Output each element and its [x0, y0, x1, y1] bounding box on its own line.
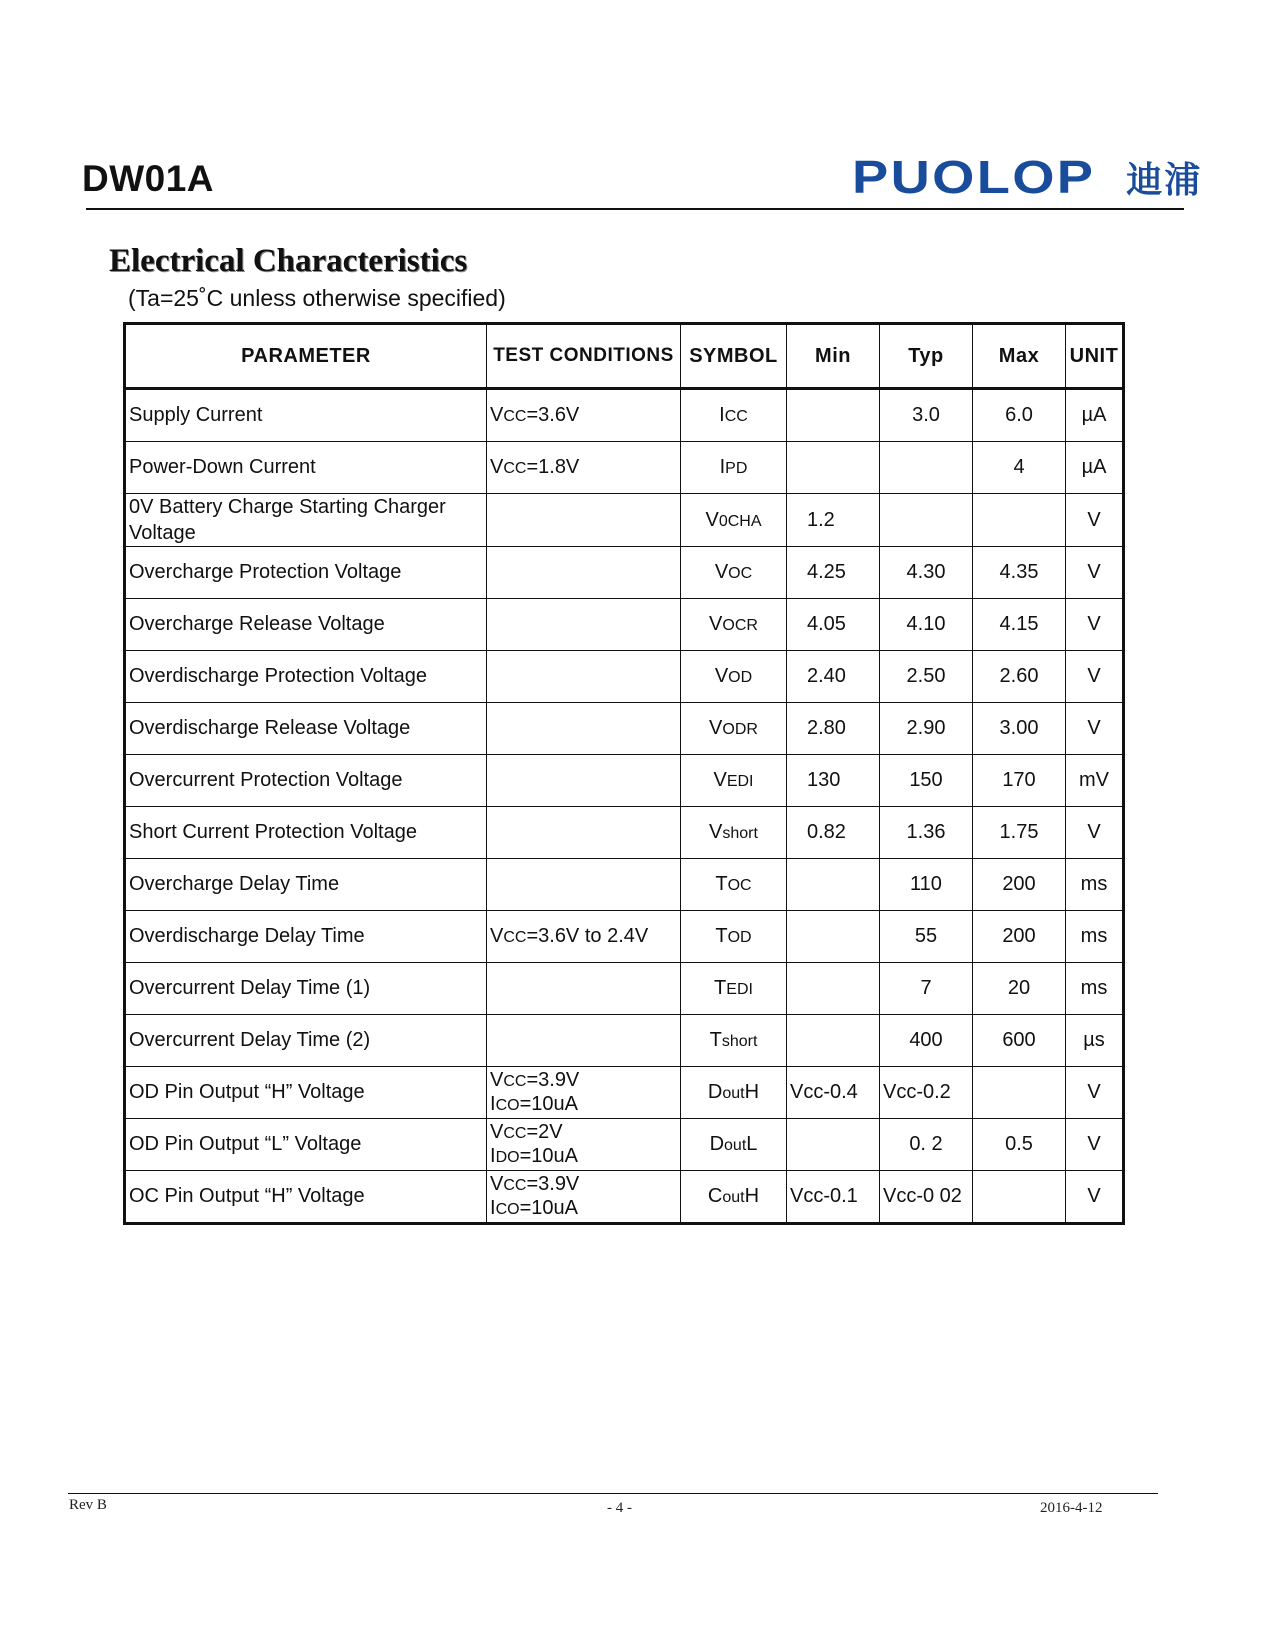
symbol-subscript: OCR — [722, 617, 758, 634]
test-conditions-cell — [487, 651, 681, 703]
table-row — [125, 703, 1124, 755]
parameter-cell: OD Pin Output “L” Voltage — [125, 1119, 487, 1171]
symbol-cell — [681, 1119, 787, 1171]
symbol-subscript: short — [721, 1033, 758, 1050]
typ-cell: 2.50 — [880, 651, 973, 703]
parameter-cell: OC Pin Output “H” Voltage — [125, 1171, 487, 1224]
max-cell: 4.35 — [973, 547, 1066, 599]
condition-value: =3.6V to 2.4V — [526, 924, 649, 947]
symbol-suffix: H — [744, 1185, 760, 1207]
symbol-subscript: out — [722, 1085, 745, 1102]
table-row — [125, 389, 1124, 442]
condition-value: =2V — [526, 1120, 563, 1143]
symbol-subscript: PD — [725, 460, 748, 477]
condition-line — [490, 925, 677, 949]
typ-cell: 0. 2 — [880, 1119, 973, 1171]
symbol-subscript: EDI — [726, 981, 753, 998]
condition-main: I — [490, 1092, 496, 1115]
min-cell: 4.25 — [787, 547, 880, 599]
typ-cell: 55 — [880, 911, 973, 963]
test-conditions-cell — [487, 547, 681, 599]
test-conditions-cell — [487, 859, 681, 911]
condition-subscript: CO — [495, 1200, 520, 1218]
max-cell: 0.5 — [973, 1119, 1066, 1171]
header-unit: UNIT — [1066, 324, 1124, 389]
max-cell — [973, 1171, 1066, 1224]
unit-cell: ms — [1066, 911, 1124, 963]
condition-main: V — [490, 924, 504, 947]
condition-line — [490, 1173, 677, 1197]
part-number-title: DW01A — [82, 158, 215, 199]
symbol-main: V — [709, 613, 723, 635]
typ-cell: 400 — [880, 1015, 973, 1067]
symbol-cell — [681, 755, 787, 807]
symbol-subscript: out — [724, 1137, 747, 1154]
typ-cell: 2.90 — [880, 703, 973, 755]
table-row — [125, 1171, 1124, 1224]
symbol-subscript: EDI — [726, 773, 754, 790]
test-conditions-cell — [487, 599, 681, 651]
symbol-main: V — [709, 717, 723, 739]
test-conditions-cell — [487, 1067, 681, 1119]
min-cell: 2.80 — [787, 703, 880, 755]
symbol-main: V — [705, 508, 719, 531]
min-cell — [787, 389, 880, 442]
min-cell — [787, 1119, 880, 1171]
symbol-main: C — [707, 1185, 723, 1207]
test-conditions-cell — [487, 1119, 681, 1171]
footer-page-number: - 4 - — [607, 1500, 632, 1516]
table-row — [125, 755, 1124, 807]
table-header-row — [125, 324, 1124, 389]
condition-value: =10uA — [519, 1144, 578, 1167]
parameter-cell: Overcharge Release Voltage — [125, 599, 487, 651]
parameter-cell: Overdischarge Delay Time — [125, 911, 487, 963]
condition-line — [490, 1069, 677, 1093]
max-cell — [973, 494, 1066, 547]
unit-cell: V — [1066, 651, 1124, 703]
max-cell — [973, 1067, 1066, 1119]
parameter-cell: Overcurrent Protection Voltage — [125, 755, 487, 807]
table-row — [125, 442, 1124, 494]
parameter-cell: 0V Battery Charge Starting Charger Voltage — [125, 494, 487, 547]
symbol-subscript: ODR — [722, 721, 758, 738]
max-cell: 200 — [973, 859, 1066, 911]
symbol-subscript: out — [722, 1189, 745, 1206]
unit-cell: V — [1066, 1171, 1124, 1224]
symbol-main: T — [715, 925, 728, 947]
table-row — [125, 1067, 1124, 1119]
section-subtitle: (Ta=25˚C unless otherwise specified) — [128, 285, 506, 311]
condition-line — [490, 1093, 677, 1117]
parameter-cell: Overcharge Protection Voltage — [125, 547, 487, 599]
min-cell: 4.05 — [787, 599, 880, 651]
symbol-cell — [681, 651, 787, 703]
electrical-characteristics-table — [123, 322, 1125, 1225]
unit-cell: V — [1066, 807, 1124, 859]
logo-cjk-text: 迪浦 — [1126, 159, 1203, 201]
unit-cell: µA — [1066, 389, 1124, 442]
test-conditions-cell — [487, 703, 681, 755]
symbol-cell — [681, 442, 787, 494]
condition-main: I — [490, 1196, 496, 1219]
unit-cell: ms — [1066, 859, 1124, 911]
symbol-cell — [681, 911, 787, 963]
symbol-main: D — [707, 1081, 723, 1103]
typ-cell: 110 — [880, 859, 973, 911]
condition-subscript: CC — [503, 407, 527, 425]
unit-cell: µA — [1066, 442, 1124, 494]
symbol-cell — [681, 1067, 787, 1119]
condition-main: V — [490, 1120, 504, 1143]
parameter-cell: Power-Down Current — [125, 442, 487, 494]
condition-main: V — [490, 403, 504, 426]
parameter-cell: Supply Current — [125, 389, 487, 442]
logo-text: PUOLOP — [852, 151, 1096, 203]
condition-line — [490, 1197, 677, 1221]
condition-subscript: CO — [495, 1096, 520, 1114]
unit-cell: µs — [1066, 1015, 1124, 1067]
table-row — [125, 599, 1124, 651]
condition-subscript: CC — [503, 928, 527, 946]
condition-value: =3.9V — [526, 1172, 580, 1195]
header-parameter: PARAMETER — [125, 324, 487, 389]
symbol-subscript: OD — [728, 669, 753, 686]
unit-cell: V — [1066, 1067, 1124, 1119]
symbol-cell — [681, 807, 787, 859]
symbol-subscript: OC — [727, 877, 752, 894]
condition-subscript: CC — [503, 1176, 527, 1194]
table-row — [125, 1015, 1124, 1067]
table-row — [125, 547, 1124, 599]
symbol-suffix: L — [746, 1133, 758, 1155]
symbol-main: D — [709, 1133, 725, 1155]
min-cell — [787, 1015, 880, 1067]
table-row — [125, 1119, 1124, 1171]
condition-line — [490, 404, 677, 428]
test-conditions-cell — [487, 963, 681, 1015]
min-cell: Vcc-0.4 — [787, 1067, 880, 1119]
typ-cell: 4.30 — [880, 547, 973, 599]
unit-cell: V — [1066, 494, 1124, 547]
symbol-cell — [681, 1015, 787, 1067]
symbol-main: I — [719, 456, 726, 478]
symbol-main: T — [709, 1029, 722, 1051]
symbol-main: I — [719, 404, 725, 426]
parameter-cell: Overdischarge Protection Voltage — [125, 651, 487, 703]
symbol-main: V — [714, 561, 729, 583]
symbol-main: T — [714, 977, 727, 999]
section-title: Electrical Characteristics — [109, 243, 468, 279]
parameter-cell: Overcurrent Delay Time (1) — [125, 963, 487, 1015]
min-cell: Vcc-0.1 — [787, 1171, 880, 1224]
condition-subscript: CC — [503, 459, 527, 477]
parameter-cell: Overcurrent Delay Time (2) — [125, 1015, 487, 1067]
symbol-suffix: H — [744, 1081, 760, 1103]
condition-value: =3.9V — [526, 1068, 580, 1091]
test-conditions-cell — [487, 442, 681, 494]
condition-value: =10uA — [519, 1196, 578, 1219]
header-symbol: SYMBOL — [681, 324, 787, 389]
condition-line — [490, 1145, 677, 1169]
symbol-main: T — [715, 873, 728, 895]
max-cell: 1.75 — [973, 807, 1066, 859]
symbol-cell — [681, 1171, 787, 1224]
min-cell: 1.2 — [787, 494, 880, 547]
symbol-subscript: 0CHA — [718, 512, 762, 530]
min-cell — [787, 963, 880, 1015]
typ-cell: 7 — [880, 963, 973, 1015]
condition-main: V — [490, 1068, 504, 1091]
unit-cell: V — [1066, 1119, 1124, 1171]
unit-cell: V — [1066, 703, 1124, 755]
max-cell: 600 — [973, 1015, 1066, 1067]
unit-cell: V — [1066, 547, 1124, 599]
symbol-main: V — [713, 769, 727, 791]
condition-value: =10uA — [519, 1092, 578, 1115]
min-cell — [787, 442, 880, 494]
typ-cell: 150 — [880, 755, 973, 807]
typ-cell: 1.36 — [880, 807, 973, 859]
header-divider — [86, 208, 1184, 210]
header-test-conditions: TEST CONDITIONS — [487, 324, 681, 389]
symbol-subscript: OC — [728, 565, 753, 582]
symbol-main: V — [714, 665, 729, 687]
footer-date: 2016-4-12 — [1040, 1500, 1103, 1516]
max-cell: 4 — [973, 442, 1066, 494]
typ-cell: Vcc-0 02 — [880, 1171, 973, 1224]
typ-cell — [880, 442, 973, 494]
table-body — [125, 389, 1124, 1224]
test-conditions-cell — [487, 911, 681, 963]
symbol-main: V — [709, 821, 723, 843]
condition-value: =3.6V — [526, 403, 580, 426]
symbol-cell — [681, 389, 787, 442]
condition-line — [490, 456, 677, 480]
test-conditions-cell — [487, 389, 681, 442]
symbol-subscript: OD — [727, 929, 752, 946]
condition-subscript: DO — [495, 1148, 520, 1166]
unit-cell: V — [1066, 599, 1124, 651]
parameter-cell: Overcharge Delay Time — [125, 859, 487, 911]
parameter-cell: Overdischarge Release Voltage — [125, 703, 487, 755]
table-row — [125, 859, 1124, 911]
condition-main: V — [490, 455, 504, 478]
min-cell: 2.40 — [787, 651, 880, 703]
table-row — [125, 807, 1124, 859]
symbol-cell — [681, 599, 787, 651]
table-row — [125, 651, 1124, 703]
condition-subscript: CC — [503, 1124, 527, 1142]
test-conditions-cell — [487, 755, 681, 807]
typ-cell: 3.0 — [880, 389, 973, 442]
max-cell: 20 — [973, 963, 1066, 1015]
unit-cell: ms — [1066, 963, 1124, 1015]
table-row — [125, 911, 1124, 963]
header-min: Min — [787, 324, 880, 389]
test-conditions-cell — [487, 1015, 681, 1067]
max-cell: 3.00 — [973, 703, 1066, 755]
test-conditions-cell — [487, 1171, 681, 1224]
min-cell — [787, 859, 880, 911]
symbol-subscript: CC — [724, 408, 748, 425]
symbol-cell — [681, 494, 787, 547]
condition-main: I — [490, 1144, 496, 1167]
header-typ: Typ — [880, 324, 973, 389]
symbol-cell — [681, 859, 787, 911]
max-cell: 200 — [973, 911, 1066, 963]
max-cell: 2.60 — [973, 651, 1066, 703]
symbol-subscript: short — [722, 825, 758, 842]
parameter-cell: Short Current Protection Voltage — [125, 807, 487, 859]
max-cell: 4.15 — [973, 599, 1066, 651]
condition-value: =1.8V — [526, 455, 580, 478]
condition-subscript: CC — [503, 1072, 527, 1090]
max-cell: 6.0 — [973, 389, 1066, 442]
max-cell: 170 — [973, 755, 1066, 807]
min-cell: 130 — [787, 755, 880, 807]
typ-cell: 4.10 — [880, 599, 973, 651]
test-conditions-cell — [487, 494, 681, 547]
test-conditions-cell — [487, 807, 681, 859]
typ-cell: Vcc-0.2 — [880, 1067, 973, 1119]
symbol-cell — [681, 547, 787, 599]
puolop-logo — [852, 150, 1202, 204]
symbol-cell — [681, 963, 787, 1015]
parameter-cell: OD Pin Output “H” Voltage — [125, 1067, 487, 1119]
footer-revision: Rev B — [69, 1497, 107, 1513]
symbol-cell — [681, 703, 787, 755]
typ-cell — [880, 494, 973, 547]
header-max: Max — [973, 324, 1066, 389]
footer-divider — [68, 1493, 1158, 1494]
condition-line — [490, 1121, 677, 1145]
table-row — [125, 963, 1124, 1015]
unit-cell: mV — [1066, 755, 1124, 807]
table-row — [125, 494, 1124, 547]
min-cell — [787, 911, 880, 963]
min-cell: 0.82 — [787, 807, 880, 859]
condition-main: V — [490, 1172, 504, 1195]
